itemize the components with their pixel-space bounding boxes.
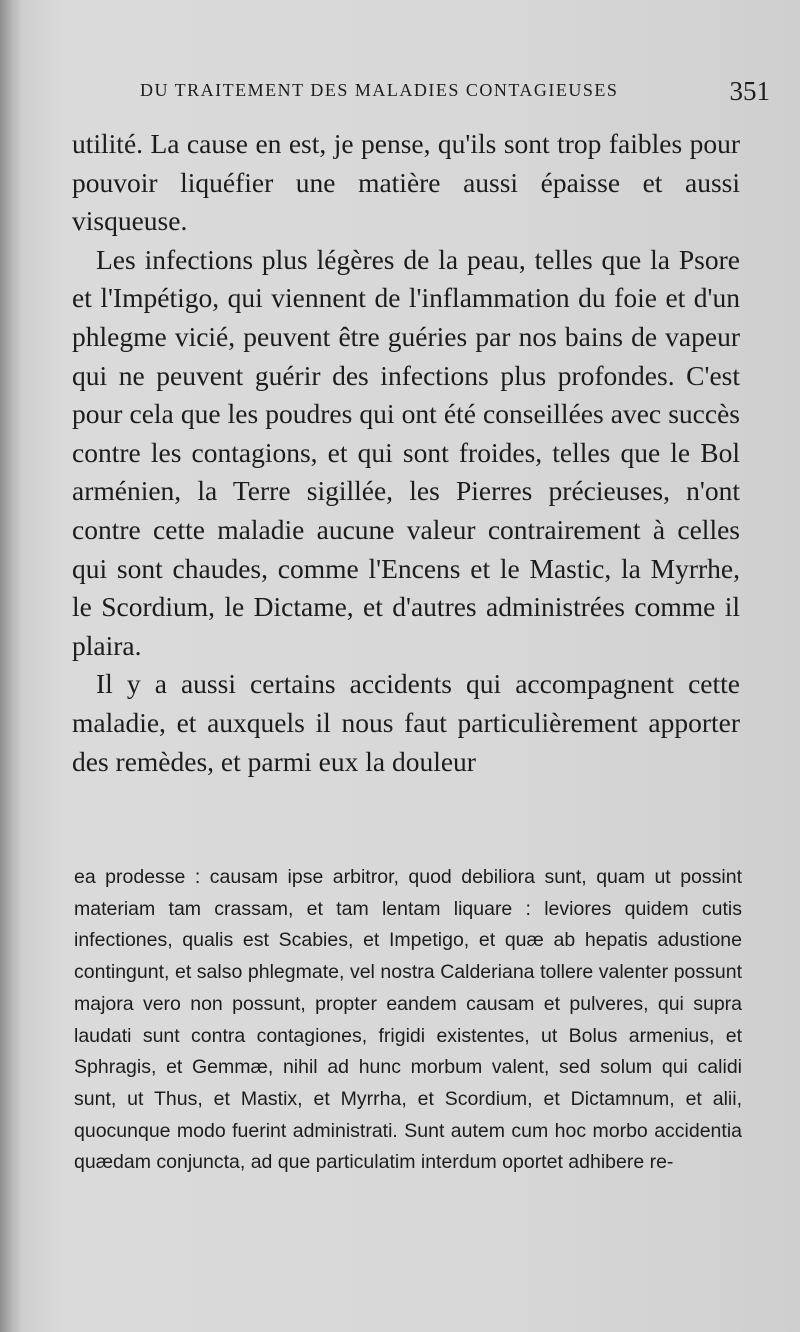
latin-paragraph: ea prodesse : causam ipse arbitror, quod debiliora sunt, quam ut possint materiam tam crassam, et tam lentam liquare : leviores quidem cutis infectiones, qualis est Scabies, et Impetigo, et quæ ab hepatis adustione contingunt, et salso phlegmate, vel nostra Calderiana tollere valenter possunt majora vero non possunt, propter eandem causam et pulveres, qui supra laudati sunt contra contagiones, frigidi existentes, ut Bolus armenius, et Sphragis, et Gemmæ, nihil ad hunc morbum valent, sed solum qui calidi sunt, ut Thus, et Mastix, et Myrrha, et Scordium, et Dictamnum, et alii, quocunque modo fuerint administrati. Sunt autem cum hoc morbo accidentia quædam conjuncta, ad que particulatim interdum oportet adhibere re- <box>74 866 742 1174</box>
french-paragraph-1: utilité. La cause en est, je pense, qu'ils sont trop faibles pour pouvoir liquéfier une matière aussi épaisse et aussi visqueuse. <box>72 128 740 237</box>
french-translation-text <box>72 125 740 781</box>
french-paragraph-2: Les infections plus légères de la peau, telles que la Psore et l'Impétigo, qui viennent de l'inflammation du foie et d'un phlegme vicié, peuvent être guéries par nos bains de vapeur qui ne peuvent guérir des infections plus profondes. C'est pour cela que les poudres qui ont été conseillées avec succès contre les contagions, et qui sont froides, telles que le Bol arménien, la Terre sigillée, les Pierres précieuses, n'ont contre cette maladie aucune valeur contrairement à celles qui sont chaudes, comme l'Encens et le Mastic, la Myrrhe, le Scordium, le Dictame, et d'autres administrées comme il plaira. <box>72 243 740 661</box>
page-header <box>140 76 770 116</box>
page-gutter-shadow <box>0 0 22 1332</box>
page-number: 351 <box>729 76 770 106</box>
latin-original-note <box>74 862 742 1179</box>
running-title: DU TRAITEMENT DES MALADIES CONTAGIEUSES <box>140 80 619 100</box>
french-paragraph-3: Il y a aussi certains accidents qui accompagnent cette maladie, et auxquels il nous faut particulièrement apporter des remèdes, et parmi eux la douleur <box>72 668 740 777</box>
